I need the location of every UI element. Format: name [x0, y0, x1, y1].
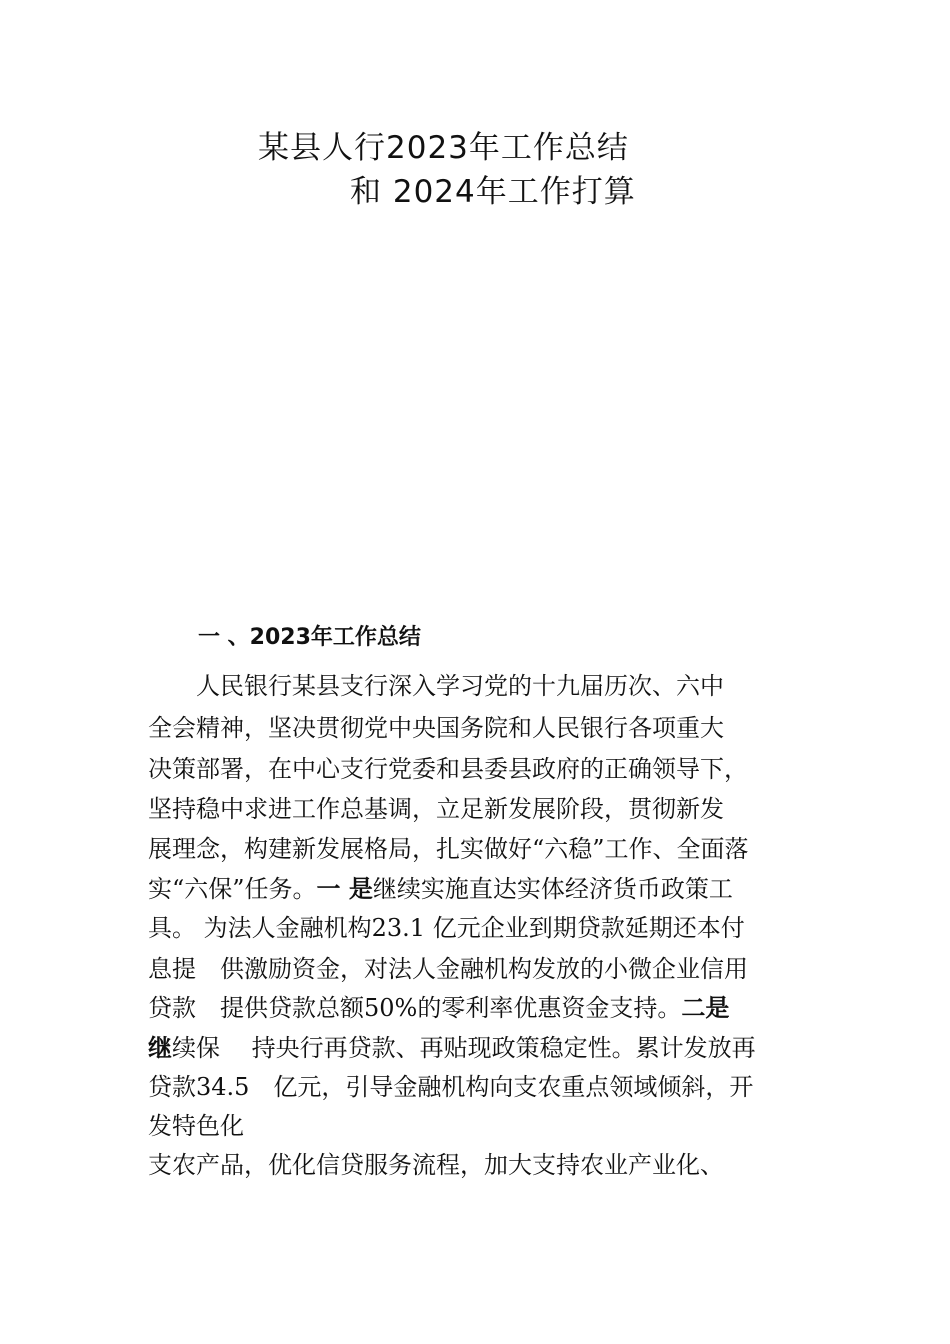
bold-marker: 继	[148, 1034, 172, 1062]
body-line: 继续保 持央行再贷款、再贴现政策稳定性。累计发放再	[148, 1034, 756, 1062]
body-line: 贷款34.5 亿元，引导金融机构向支农重点领域倾斜，开	[148, 1073, 754, 1101]
body-line: 全会精神，坚决贯彻党中央国务院和人民银行各项重大	[148, 714, 724, 742]
body-line: 实“六保”任务。一 是继续实施直达实体经济货币政策工	[148, 875, 733, 903]
body-line: 人民银行某县支行深入学习党的十九届历次、六中	[148, 672, 724, 700]
bold-marker: 一 是	[316, 875, 373, 903]
body-line: 贷款 提供贷款总额50%的零利率优惠资金支持。二是	[148, 994, 730, 1022]
bold-marker: 二是	[681, 994, 730, 1022]
body-line: 决策部署，在中心支行党委和县委县政府的正确领导下，	[148, 755, 748, 783]
body-line: 坚持稳中求进工作总基调，立足新发展阶段，贯彻新发	[148, 795, 724, 823]
body-line: 息提 供激励资金，对法人金融机构发放的小微企业信用	[148, 955, 748, 983]
body-line: 发特色化	[148, 1112, 244, 1140]
body-line: 展理念，构建新发展格局，扎实做好“六稳”工作、全面落	[148, 835, 749, 863]
document-title-line-2: 和 2024年工作打算	[350, 174, 636, 210]
section-heading: 一 、2023年工作总结	[198, 625, 421, 650]
body-line: 支农产品，优化信贷服务流程，加大支持农业产业化、	[148, 1151, 724, 1179]
document-title-line-1: 某县人行2023年工作总结	[258, 130, 629, 166]
body-line: 具。 为法人金融机构23.1 亿元企业到期贷款延期还本付	[148, 914, 745, 942]
